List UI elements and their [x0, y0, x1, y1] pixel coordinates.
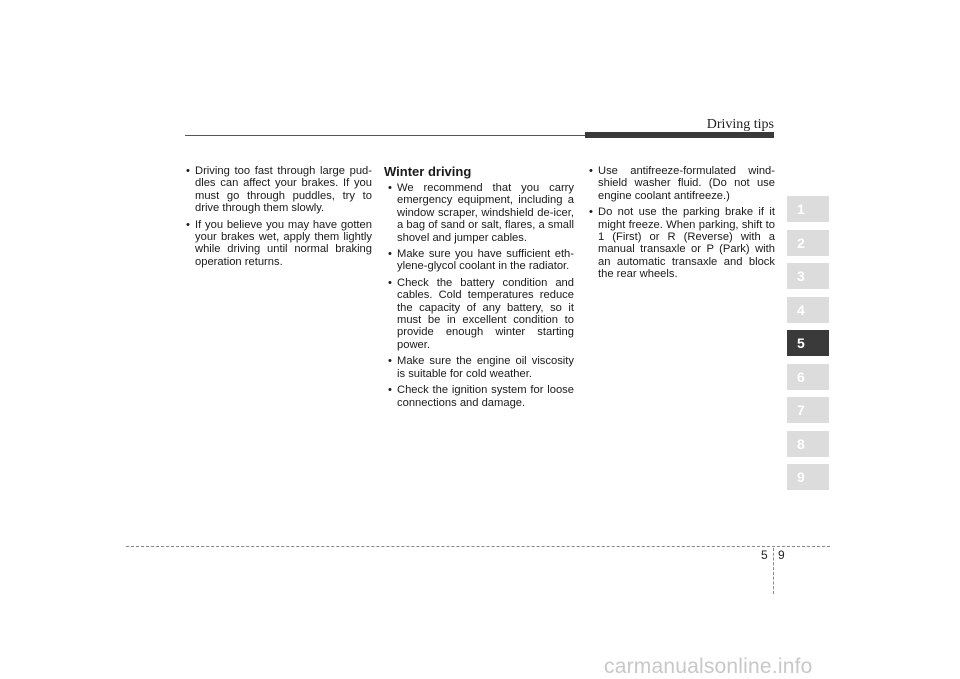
- list-item: • Check the battery condition and cables. Cold temperatures reduce the capacity of any battery, so it must be in excellent condition to provide enough winter starting power.: [384, 277, 574, 351]
- watermark: carmanualsonline.info: [604, 655, 813, 678]
- column-middle: [384, 165, 574, 413]
- page-header-title: Driving tips: [706, 117, 774, 132]
- list-item: • Make sure the engine oil viscosity is suitable for cold weather.: [384, 355, 574, 380]
- chapter-tab-3[interactable]: 3: [787, 263, 829, 289]
- header-rule-thin: [185, 135, 585, 136]
- chapter-tab-1[interactable]: 1: [787, 196, 829, 222]
- list-item: • Driving too fast through large pud-dles can affect your brakes. If you must go through puddles, try to drive through them slowly.: [182, 165, 372, 215]
- column-right: [585, 165, 775, 285]
- chapter-tab-6[interactable]: 6: [787, 364, 829, 390]
- chapter-tab-2[interactable]: 2: [787, 230, 829, 256]
- bullet-list: [585, 165, 775, 281]
- list-item: • Make sure you have sufficient eth-ylene-glycol coolant in the radiator.: [384, 248, 574, 273]
- page-number: 9: [778, 548, 785, 562]
- chapter-tab-7[interactable]: 7: [787, 397, 829, 423]
- page-section-number: 5: [761, 548, 768, 562]
- footer-dashed-rule: [126, 546, 830, 547]
- chapter-tab-4[interactable]: 4: [787, 297, 829, 323]
- bullet-list: [384, 182, 574, 409]
- chapter-tab-9[interactable]: 9: [787, 464, 829, 490]
- bullet-list: [182, 165, 372, 268]
- chapter-tab-8[interactable]: 8: [787, 431, 829, 457]
- chapter-tabs: [787, 196, 829, 498]
- list-item: • Use antifreeze-formulated wind-shield washer fluid. (Do not use engine coolant antifreeze.): [585, 165, 775, 202]
- list-item: • If you believe you may have gotten your brakes wet, apply them lightly while driving until normal braking operation returns.: [182, 219, 372, 269]
- footer-dashed-divider: [773, 548, 774, 594]
- header-rule-thick: [585, 132, 774, 138]
- column-left: [182, 165, 372, 272]
- chapter-tab-5[interactable]: 5: [787, 330, 829, 356]
- section-heading: Winter driving: [384, 164, 472, 179]
- list-item: • We recommend that you carry emergency equipment, including a window scraper, windshield de-icer, a bag of sand or salt, flares, a small shovel and jumper cables.: [384, 182, 574, 244]
- list-item: • Do not use the parking brake if it might freeze. When parking, shift to 1 (First) or R (Reverse) with a manual transaxle or P (Park) with an automatic transaxle and block the rear wheels.: [585, 206, 775, 280]
- list-item: • Check the ignition system for loose connections and damage.: [384, 384, 574, 409]
